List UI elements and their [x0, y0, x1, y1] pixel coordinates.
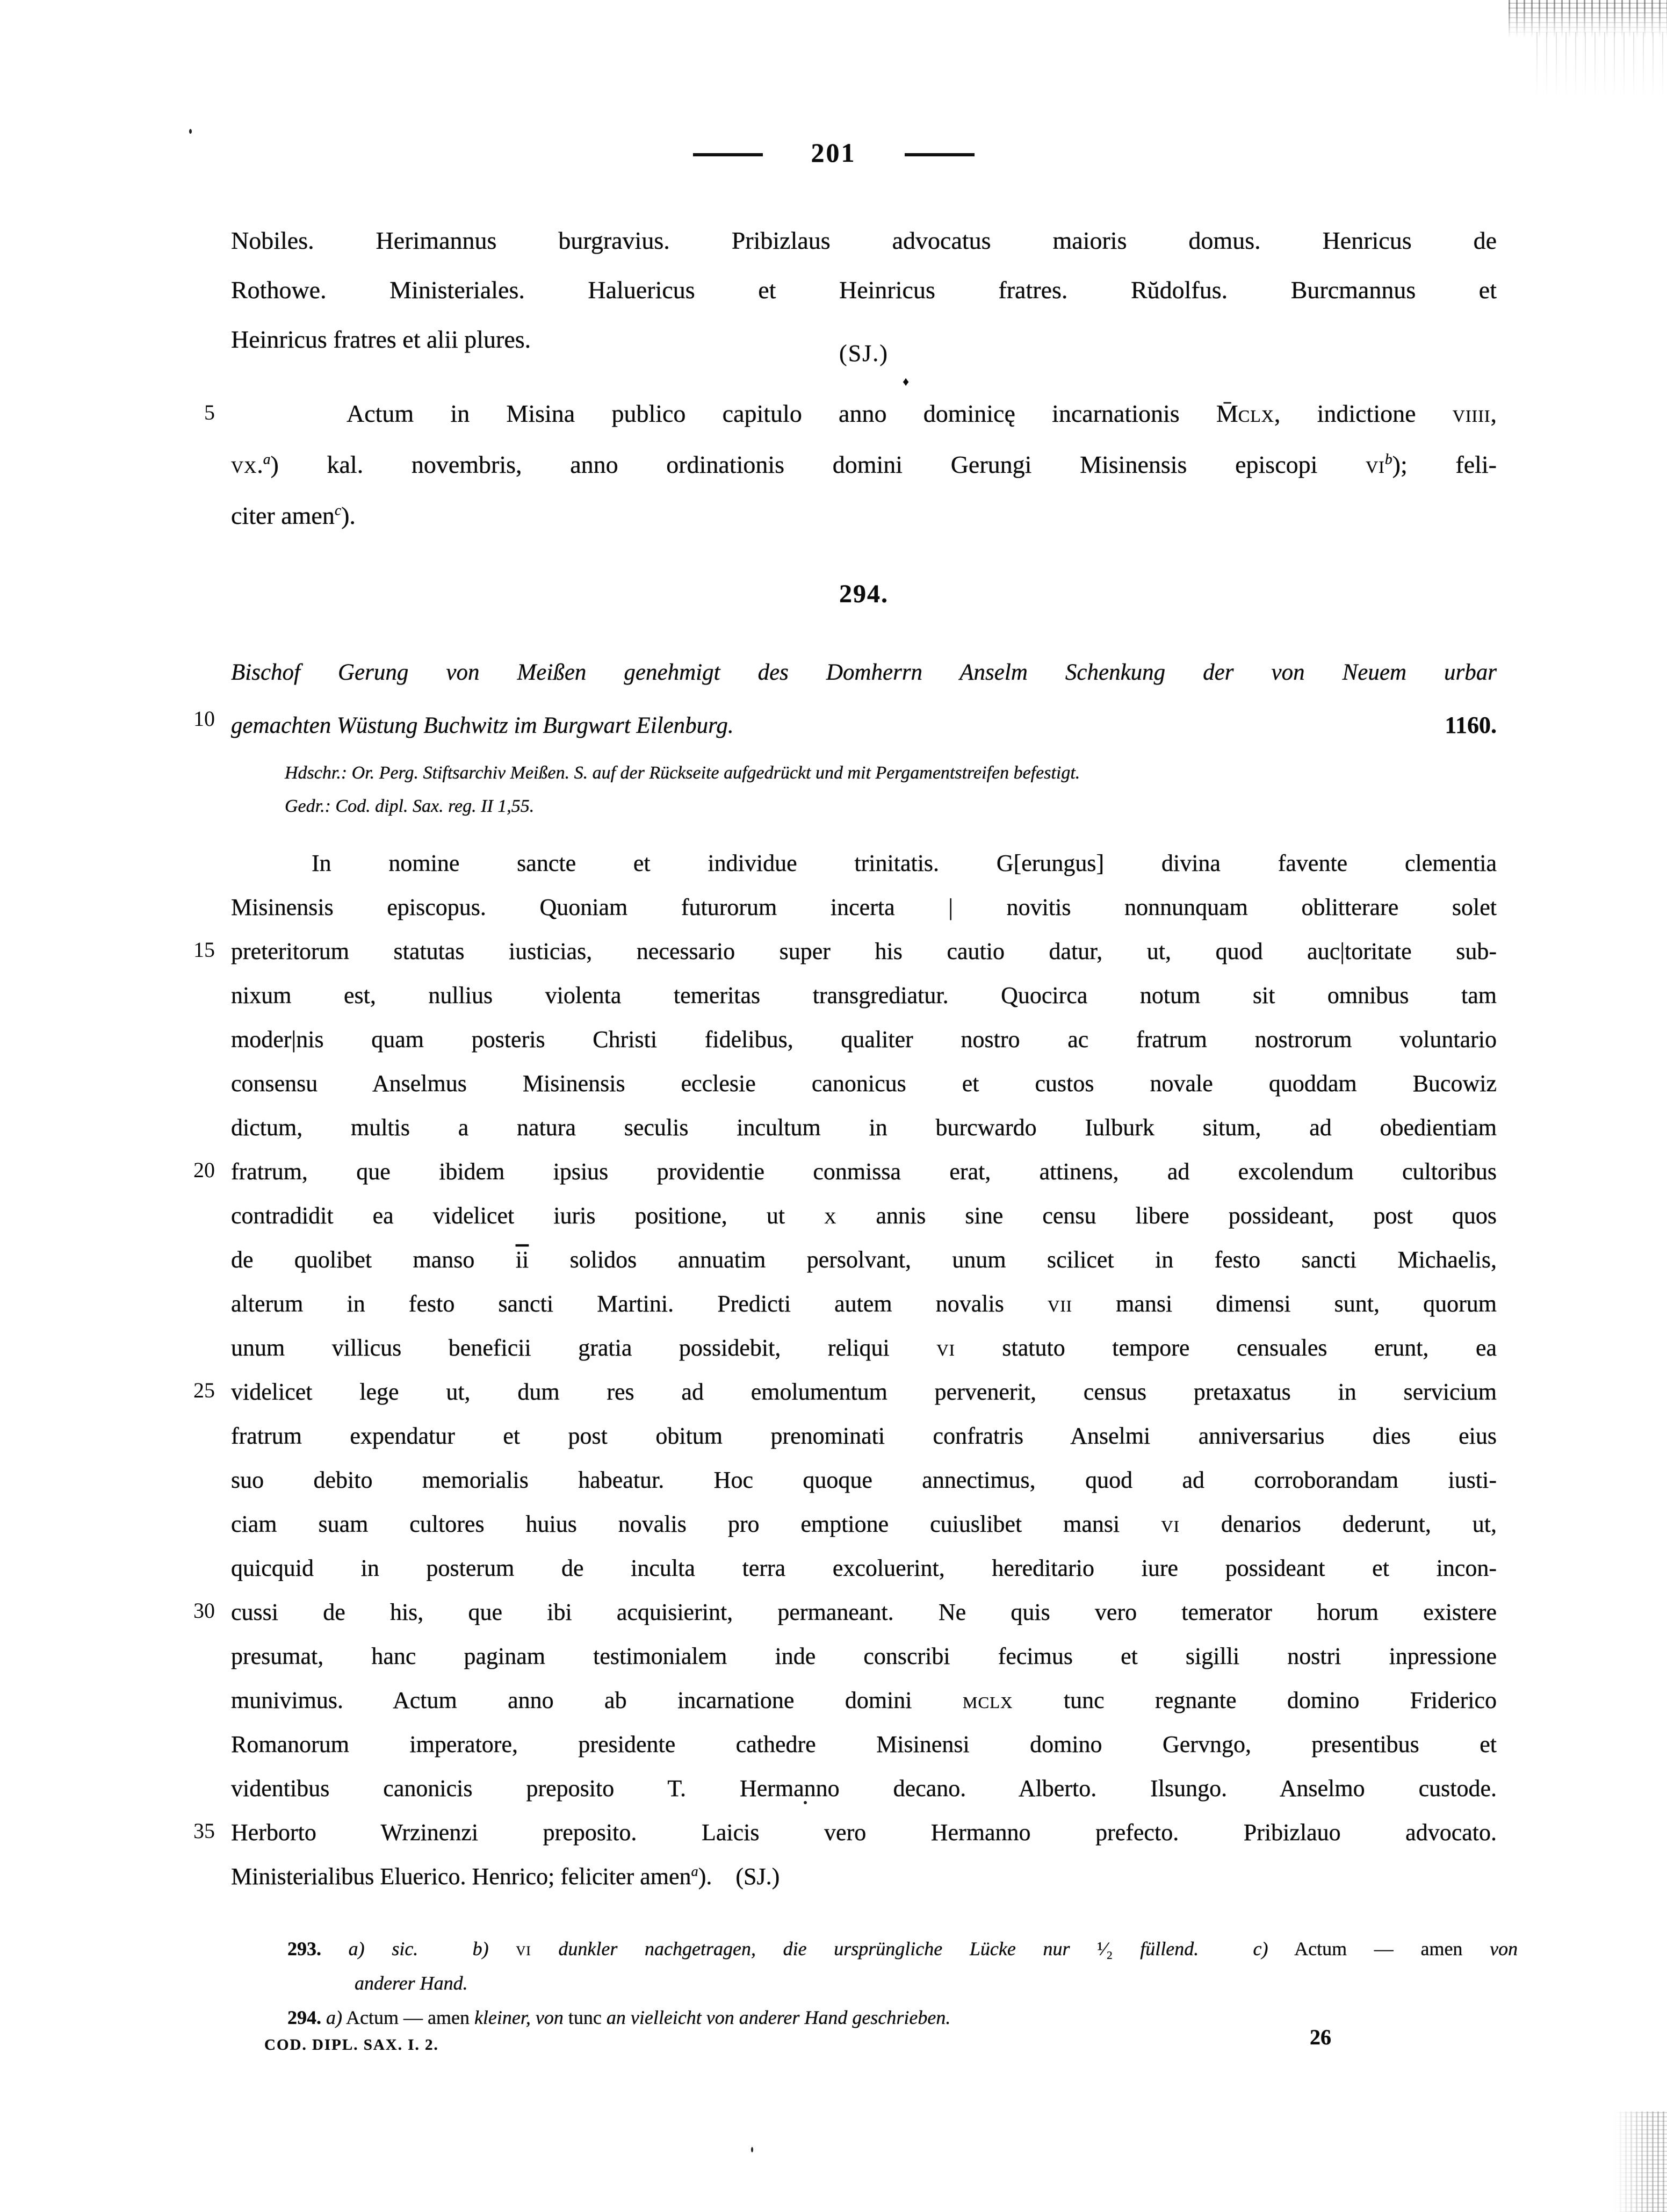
scan-artifact-top-right-2 — [1536, 32, 1667, 97]
sheet-signature-number: 26 — [1310, 2025, 1331, 2049]
text-line: ciam suam cultores huius novalis pro emptione cuiuslibet mansi vi denarios dederunt, ut, — [231, 1511, 1497, 1537]
text-line: nixum est, nullius violenta temeritas transgrediatur. Quocirca notum sit omnibus tam — [231, 982, 1497, 1008]
volume-signature: COD. DIPL. SAX. I. 2. — [264, 2036, 439, 2054]
margin-line-number-20: 20 — [193, 1158, 215, 1182]
margin-line-number-30: 30 — [193, 1598, 215, 1623]
regest-summary — [231, 646, 1497, 752]
text-line: cussi de his, que ibi acquisierint, permaneant. Ne quis vero temerator horum existere — [231, 1599, 1497, 1625]
source-notes — [285, 756, 1499, 823]
print-mark: ♦ — [903, 375, 910, 389]
scan-speck — [751, 2147, 753, 2152]
margin-line-number-15: 15 — [193, 938, 215, 962]
text-line: Romanorum imperatore, presidente cathedre Misinensi domino Gervngo, presentibus et — [231, 1731, 1497, 1757]
charter-text — [231, 841, 1497, 1899]
regest-line: Bischof Gerung von Meißen genehmigt des Domherrn Anselm Schenkung der von Neuem urbar — [231, 660, 1497, 685]
footnote-293-continued: anderer Hand. — [355, 1972, 468, 1994]
source-line-gedr: Gedr.: Cod. dipl. Sax. reg. II 1,55. — [285, 796, 535, 816]
margin-line-number-10: 10 — [193, 707, 215, 731]
text-line: Ministerialibus Eluerico. Henrico; feliciter amen$^a$). (SJ.) — [231, 1863, 780, 1890]
text-line: Heinricus fratres et alii plures. — [231, 326, 531, 353]
text-line: Actum in Misina publico capitulo anno dominicę incarnationis M̄clx, indictione viiii, — [347, 400, 1497, 427]
text-line: videntibus canonicis preposito T. Hermanno decano. Alberto. Ilsungo. Anselmo custode. — [231, 1775, 1497, 1802]
footnote-294: 294. a) Actum — amen kleiner, von tunc an vielleicht von anderer Hand geschrieben. — [287, 2007, 951, 2028]
text-line: vx.$^a$) kal. novembris, anno ordinationis domini Gerungi Misinensis episcopi $vi^b$); feli- — [231, 450, 1497, 478]
text-line: In nomine sancte et individue trinitatis. G[erungus] divina favente clementia — [312, 850, 1497, 876]
footnotes — [287, 1932, 1518, 2035]
text-line: Rothowe. Ministeriales. Haluericus et Heinricus fratres. Rŭdolfus. Burcmannus et — [231, 276, 1497, 304]
text-line: quicquid in posterum de inculta terra excoluerint, hereditario iure possideant et incon- — [231, 1555, 1497, 1581]
text-line: fratrum expendatur et post obitum prenominati confratris Anselmi anniversarius dies eius — [231, 1423, 1497, 1449]
charter-date: 1160. — [1445, 712, 1497, 738]
text-line: presumat, hanc paginam testimonialem inde conscribi fecimus et sigilli nostri inpressione — [231, 1643, 1497, 1669]
text-line: dictum, multis a natura seculis incultum in burcwardo Iulburk situm, ad obedientiam — [231, 1114, 1497, 1141]
header-rule-right — [905, 153, 975, 156]
text-line: de quolibet manso $\overline{ii}$ solidos annuatim persolvant, unum scilicet in festo sancti Michaelis, — [231, 1246, 1497, 1273]
text-line: munivimus. Actum anno ab incarnatione domini mclx tunc regnante domino Friderico — [231, 1687, 1497, 1713]
text-line: Nobiles. Herimannus burgravius. Pribizlaus advocatus maioris domus. Henricus de — [231, 227, 1497, 254]
text-line: consensu Anselmus Misinensis ecclesie canonicus et custos novale quoddam Bucowiz — [231, 1070, 1497, 1097]
text-line: Herborto Wrzinenzi preposito. Laicis vero Hermanno prefecto. Pribizlauo advocato. — [231, 1819, 1497, 1846]
margin-line-number-5: 5 — [204, 400, 215, 424]
charter-number-heading: 294. — [839, 580, 889, 608]
text-line: moder|nis quam posteris Christi fidelibus, qualiter nostro ac fratrum nostrorum voluntario — [231, 1026, 1497, 1053]
scan-artifact-bottom-right — [1614, 2112, 1667, 2212]
margin-line-number-25: 25 — [193, 1378, 215, 1402]
seal-mark: (SJ.) — [839, 340, 889, 366]
text-line: preteritorum statutas iusticias, necessario super his cautio datur, ut, quod auc|toritate sub- — [231, 938, 1497, 964]
text-line: videlicet lege ut, dum res ad emolumentum pervenerit, census pretaxatus in servicium — [231, 1379, 1497, 1405]
scan-speck — [189, 129, 192, 134]
text-line: citer amen$^c$). — [231, 501, 356, 529]
header-rule-left — [693, 153, 763, 156]
margin-line-number-35: 35 — [193, 1819, 215, 1843]
text-line: Misinensis episcopus. Quoniam futurorum incerta | novitis nonnunquam oblitterare solet — [231, 894, 1497, 920]
page-number: 201 — [811, 138, 856, 168]
text-line: contradidit ea videlicet iuris positione, ut x annis sine censu libere possideant, post quos — [231, 1202, 1497, 1229]
dating-clause-paragraph — [231, 388, 1497, 541]
text-line: unum villicus beneficii gratia possidebit, reliqui vi statuto tempore censuales erunt, ea — [231, 1335, 1497, 1361]
page-header — [0, 137, 1667, 168]
text-line: alterum in festo sancti Martini. Predicti autem novalis vii mansi dimensi sunt, quorum — [231, 1291, 1497, 1317]
text-line: suo debito memorialis habeatur. Hoc quoque annectimus, quod ad corroborandam iusti- — [231, 1467, 1497, 1493]
text-line: fratrum, que ibidem ipsius providentie conmissa erat, attinens, ad excolendum cultoribus — [231, 1158, 1497, 1185]
footnote-293: 293. a) sic. b) vi dunkler nachgetragen, die ursprüngliche Lücke nur ¹⁄₂ füllend. c) Actum — amen von — [287, 1938, 1518, 1959]
regest-line: gemachten Wüstung Buchwitz im Burgwart Eilenburg. — [231, 713, 734, 738]
source-line-hdschr: Hdschr.: Or. Perg. Stiftsarchiv Meißen. S. auf der Rückseite aufgedrückt und mit Pergamentstreifen befestigt. — [285, 763, 1080, 783]
